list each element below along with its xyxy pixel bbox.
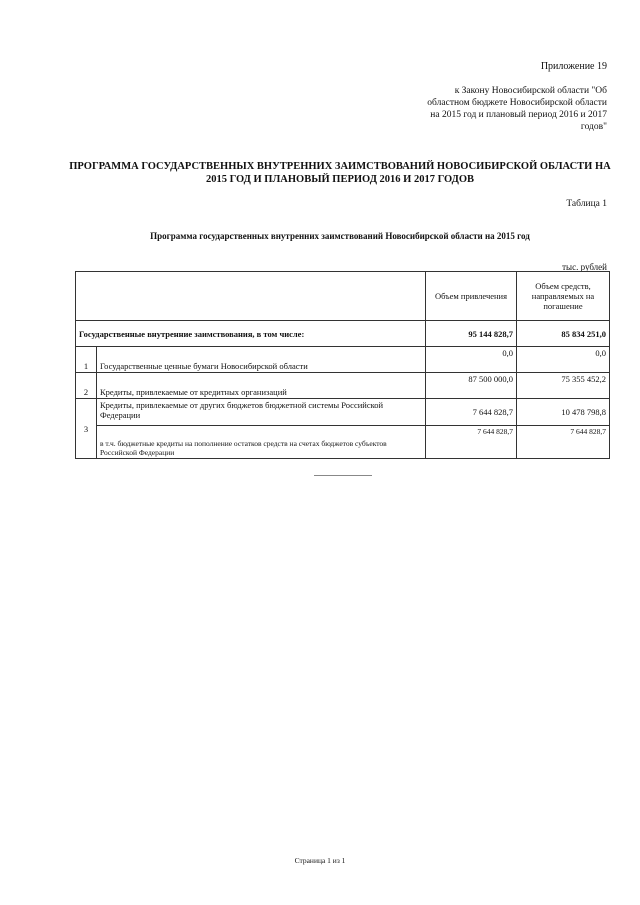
row-label: Кредиты, привлекаемые от других бюджетов бюджетной системы Российской Федерации	[97, 399, 426, 426]
page-footer: Страница 1 из 1	[294, 856, 346, 865]
total-repayment: 85 834 251,0	[517, 321, 610, 347]
row-volume: 0,0	[426, 347, 517, 373]
column-header-volume: Объем привлечения	[426, 272, 517, 321]
table-row-total	[76, 321, 610, 347]
table-number: Таблица 1	[566, 199, 607, 209]
total-label: Государственные внутренние заимствования, в том числе:	[76, 321, 426, 347]
row-label: Государственные ценные бумаги Новосибирской области	[97, 347, 426, 373]
table-row	[76, 426, 610, 459]
row-number: 2	[76, 373, 97, 399]
table-subtitle: Программа государственных внутренних заимствований Новосибирской области на 2015 год	[150, 231, 530, 241]
table-row	[76, 373, 610, 399]
row-number: 1	[76, 347, 97, 373]
borrowing-table	[75, 271, 610, 459]
row-repayment: 75 355 452,2	[517, 373, 610, 399]
table-row	[76, 399, 610, 426]
table-row	[76, 347, 610, 373]
row-label: Кредиты, привлекаемые от кредитных организаций	[97, 373, 426, 399]
row-number: 3	[76, 399, 97, 459]
table-header-row	[76, 272, 610, 321]
header-empty-cell	[76, 272, 426, 321]
column-header-repayment: Объем средств, направляемых на погашение	[517, 272, 610, 321]
divider-line	[314, 475, 372, 476]
row-repayment: 10 478 798,8	[517, 399, 610, 426]
law-reference: к Закону Новосибирской области "Об областном бюджете Новосибирской области на 2015 год и плановый период 2016 и 2017 годов"	[427, 86, 607, 132]
total-volume: 95 144 828,7	[426, 321, 517, 347]
row-volume: 87 500 000,0	[426, 373, 517, 399]
row-volume: 7 644 828,7	[426, 399, 517, 426]
row-volume: 7 644 828,7	[426, 426, 517, 459]
units-label: тыс. рублей	[562, 262, 607, 272]
appendix-label: Приложение 19	[540, 61, 607, 72]
row-label: в т.ч. бюджетные кредиты на пополнение остатков средств на счетах бюджетов субъектов Российской Федерации	[97, 426, 426, 459]
page-title: ПРОГРАММА ГОСУДАРСТВЕННЫХ ВНУТРЕННИХ ЗАИМСТВОВАНИЙ НОВОСИБИРСКОЙ ОБЛАСТИ НА 2015 ГОД И ПЛАНОВЫЙ ПЕРИОД 2016 И 2017 ГОДОВ	[69, 161, 611, 185]
row-repayment: 7 644 828,7	[517, 426, 610, 459]
row-repayment: 0,0	[517, 347, 610, 373]
